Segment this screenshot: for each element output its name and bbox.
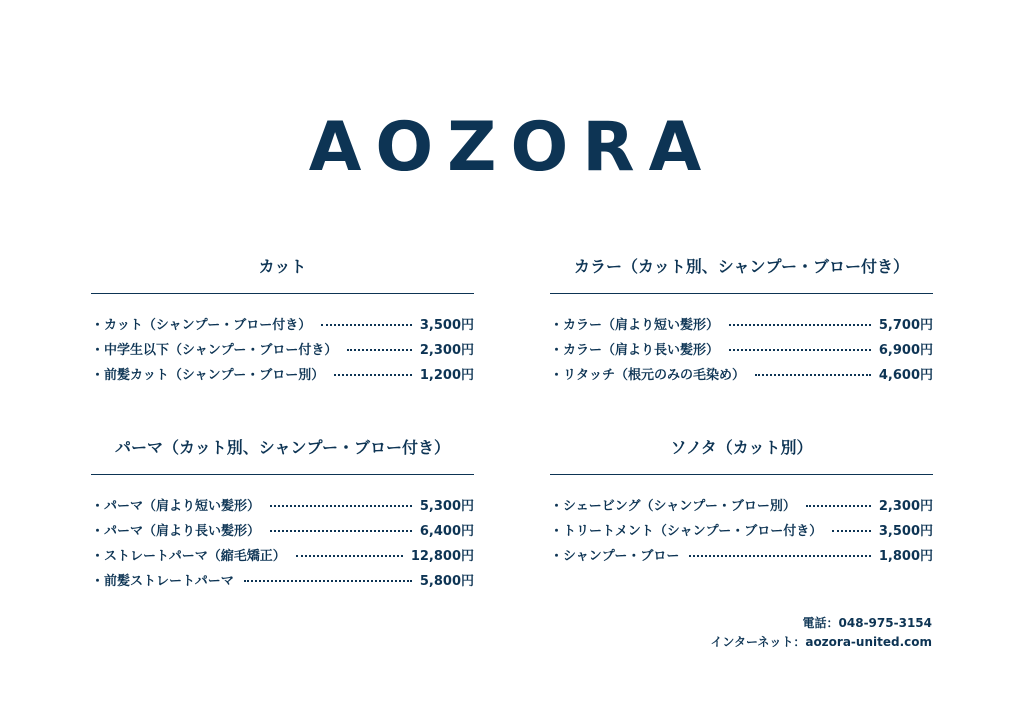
menu-item	[91, 567, 474, 592]
menu-item-price: 2,300円	[419, 343, 474, 358]
contact-info	[710, 614, 932, 652]
menu-item-name: ・シェービング（シャンプー・ブロー別）	[550, 499, 796, 514]
menu-item-price: 6,400円	[419, 524, 474, 539]
dot-leader	[689, 555, 871, 557]
menu-item-name: ・トリートメント（シャンプー・ブロー付き）	[550, 524, 823, 539]
menu-item-price: 5,300円	[419, 499, 474, 514]
menu-item-name: ・リタッチ（根元のみの毛染め）	[550, 368, 746, 383]
dot-leader	[729, 349, 871, 351]
dot-leader	[347, 349, 412, 351]
menu-item-name: ・パーマ（肩より長い髪形）	[91, 524, 261, 539]
phone-number: 電話：048-975-3154	[802, 616, 932, 630]
section-other	[550, 438, 933, 567]
section-divider	[550, 293, 933, 294]
section-cut	[91, 257, 474, 386]
menu-item-name: ・カラー（肩より短い髪形）	[550, 318, 720, 333]
menu-item-price: 5,700円	[878, 318, 933, 333]
menu-item	[91, 542, 474, 567]
menu-item-name: ・ストレートパーマ（縮毛矯正）	[91, 549, 286, 564]
section-divider	[91, 474, 474, 475]
menu-item-name: ・前髪ストレートパーマ	[91, 574, 234, 589]
menu-item-name: ・中学生以下（シャンプー・ブロー付き）	[91, 343, 338, 358]
menu-item-price: 6,900円	[878, 343, 933, 358]
dot-leader	[321, 324, 412, 326]
section-color	[550, 257, 933, 386]
menu-item	[550, 492, 933, 517]
brand-logo: AOZORA	[308, 108, 716, 187]
dot-leader	[806, 505, 871, 507]
menu-item	[550, 517, 933, 542]
menu-item	[91, 336, 474, 361]
menu-item-price: 5,800円	[419, 574, 474, 589]
menu-item-price: 1,200円	[419, 368, 474, 383]
menu-item	[550, 311, 933, 336]
menu-item	[550, 336, 933, 361]
dot-leader	[270, 530, 412, 532]
dot-leader	[729, 324, 871, 326]
section-divider	[91, 293, 474, 294]
dot-leader	[244, 580, 412, 582]
menu-item	[91, 311, 474, 336]
menu-item	[91, 517, 474, 542]
menu-item-price: 3,500円	[419, 318, 474, 333]
menu-item-name: ・シャンプー・ブロー	[550, 549, 680, 564]
section-title: カット	[258, 257, 307, 276]
menu-item	[91, 361, 474, 386]
menu-item-name: ・パーマ（肩より短い髪形）	[91, 499, 261, 514]
section-divider	[550, 474, 933, 475]
section-title: パーマ（カット別、シャンプー・ブロー付き）	[114, 438, 451, 457]
section-title: ソノタ（カット別）	[670, 438, 813, 457]
dot-leader	[832, 530, 871, 532]
menu-item	[91, 492, 474, 517]
dot-leader	[755, 374, 871, 376]
dot-leader	[334, 374, 412, 376]
menu-item-name: ・前髪カット（シャンプー・ブロー別）	[91, 368, 325, 383]
menu-item	[550, 542, 933, 567]
menu-item-price: 3,500円	[878, 524, 933, 539]
website-link[interactable]: インターネット：aozora-united.com	[710, 635, 932, 649]
menu-item-price: 4,600円	[878, 368, 933, 383]
dot-leader	[296, 555, 403, 557]
menu-item-price: 12,800円	[410, 549, 474, 564]
menu-item	[550, 361, 933, 386]
menu-item-name: ・カラー（肩より長い髪形）	[550, 343, 720, 358]
dot-leader	[270, 505, 412, 507]
menu-item-price: 1,800円	[878, 549, 933, 564]
menu-item-name: ・カット（シャンプー・ブロー付き）	[91, 318, 312, 333]
menu-item-price: 2,300円	[878, 499, 933, 514]
section-title: カラー（カット別、シャンプー・ブロー付き）	[573, 257, 910, 276]
section-perm	[91, 438, 474, 592]
